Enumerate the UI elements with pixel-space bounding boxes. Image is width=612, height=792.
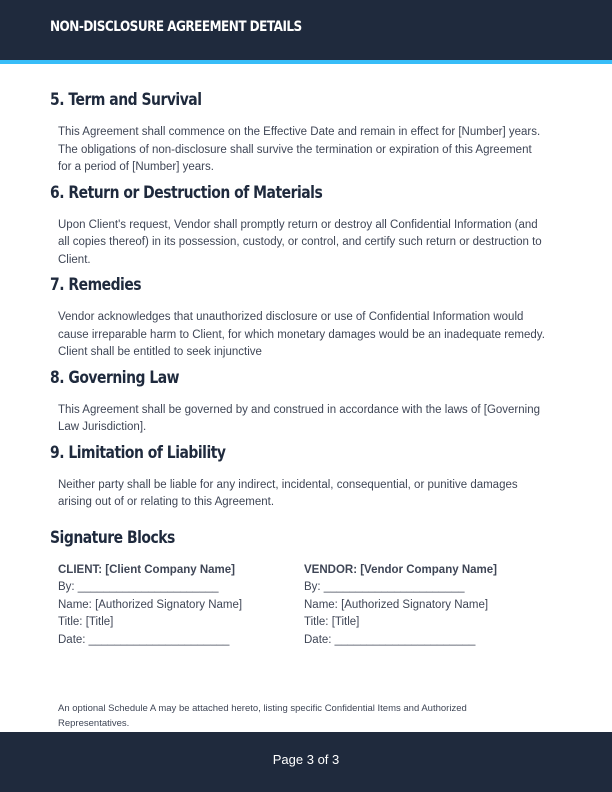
section-body: Neither party shall be liable for any indirect, incidental, consequential, or punitive damages arising out of or relating to this Agreement. xyxy=(58,478,518,508)
page-header xyxy=(0,0,612,64)
section-return-or-destruction xyxy=(50,181,550,270)
vendor-date-line: Date: ______________________ xyxy=(304,633,476,646)
section-body: This Agreement shall commence on the Effective Date and remain in effect for [Number] years. The obligations of non-disclosure shall survive the termination or expiration of this Agreement for a period of [Number] years. xyxy=(58,126,541,173)
client-name-line: Name: [Authorized Signatory Name] xyxy=(58,598,243,611)
section-body: Upon Client's request, Vendor shall promptly return or destroy all Confidential Information (and all copies thereof) in its possession, custody, or control, and certify such return or destruction to Client. xyxy=(58,218,542,266)
client-title-line: Title: [Title] xyxy=(58,616,114,628)
vendor-signature-block xyxy=(304,562,550,650)
section-heading: 9. Limitation of Liability xyxy=(50,442,226,463)
schedule-note: An optional Schedule A may be attached hereto, listing specific Confidential Items and Authorized Representatives. xyxy=(58,703,467,729)
signature-heading: Signature Blocks xyxy=(50,527,175,548)
client-by-line: By: ______________________ xyxy=(58,581,219,593)
section-remedies xyxy=(50,273,550,362)
vendor-by-line: By: ______________________ xyxy=(304,581,465,593)
vendor-title-line: Title: [Title] xyxy=(304,616,360,628)
section-body: Vendor acknowledges that unauthorized disclosure or use of Confidential Information would cause irreparable harm to Client, for which monetary damages would be an inadequate remedy. Client shall be entitled to seek injunctive xyxy=(58,311,545,358)
client-party: CLIENT: [Client Company Name] xyxy=(58,563,235,576)
vendor-party: VENDOR: [Vendor Company Name] xyxy=(304,563,497,576)
document-body xyxy=(50,88,550,649)
section-heading: 7. Remedies xyxy=(50,275,142,295)
client-signature-block xyxy=(58,562,304,650)
client-date-line: Date: ______________________ xyxy=(58,633,230,646)
signature-blocks xyxy=(50,526,550,650)
section-heading: 6. Return or Destruction of Materials xyxy=(50,182,323,203)
section-term-and-survival xyxy=(50,88,550,177)
section-heading: 5. Term and Survival xyxy=(50,90,202,110)
page-number: Page 3 of 3 xyxy=(272,752,340,767)
section-body: This Agreement shall be governed by and construed in accordance with the laws of [Governing Law Jurisdiction]. xyxy=(58,403,541,433)
vendor-name-line: Name: [Authorized Signatory Name] xyxy=(304,598,489,611)
section-limitation-of-liability xyxy=(50,441,550,512)
section-governing-law xyxy=(50,366,550,437)
section-heading: 8. Governing Law xyxy=(50,367,180,388)
page-footer xyxy=(0,732,612,792)
document-title: NON-DISCLOSURE AGREEMENT DETAILS xyxy=(50,19,302,35)
